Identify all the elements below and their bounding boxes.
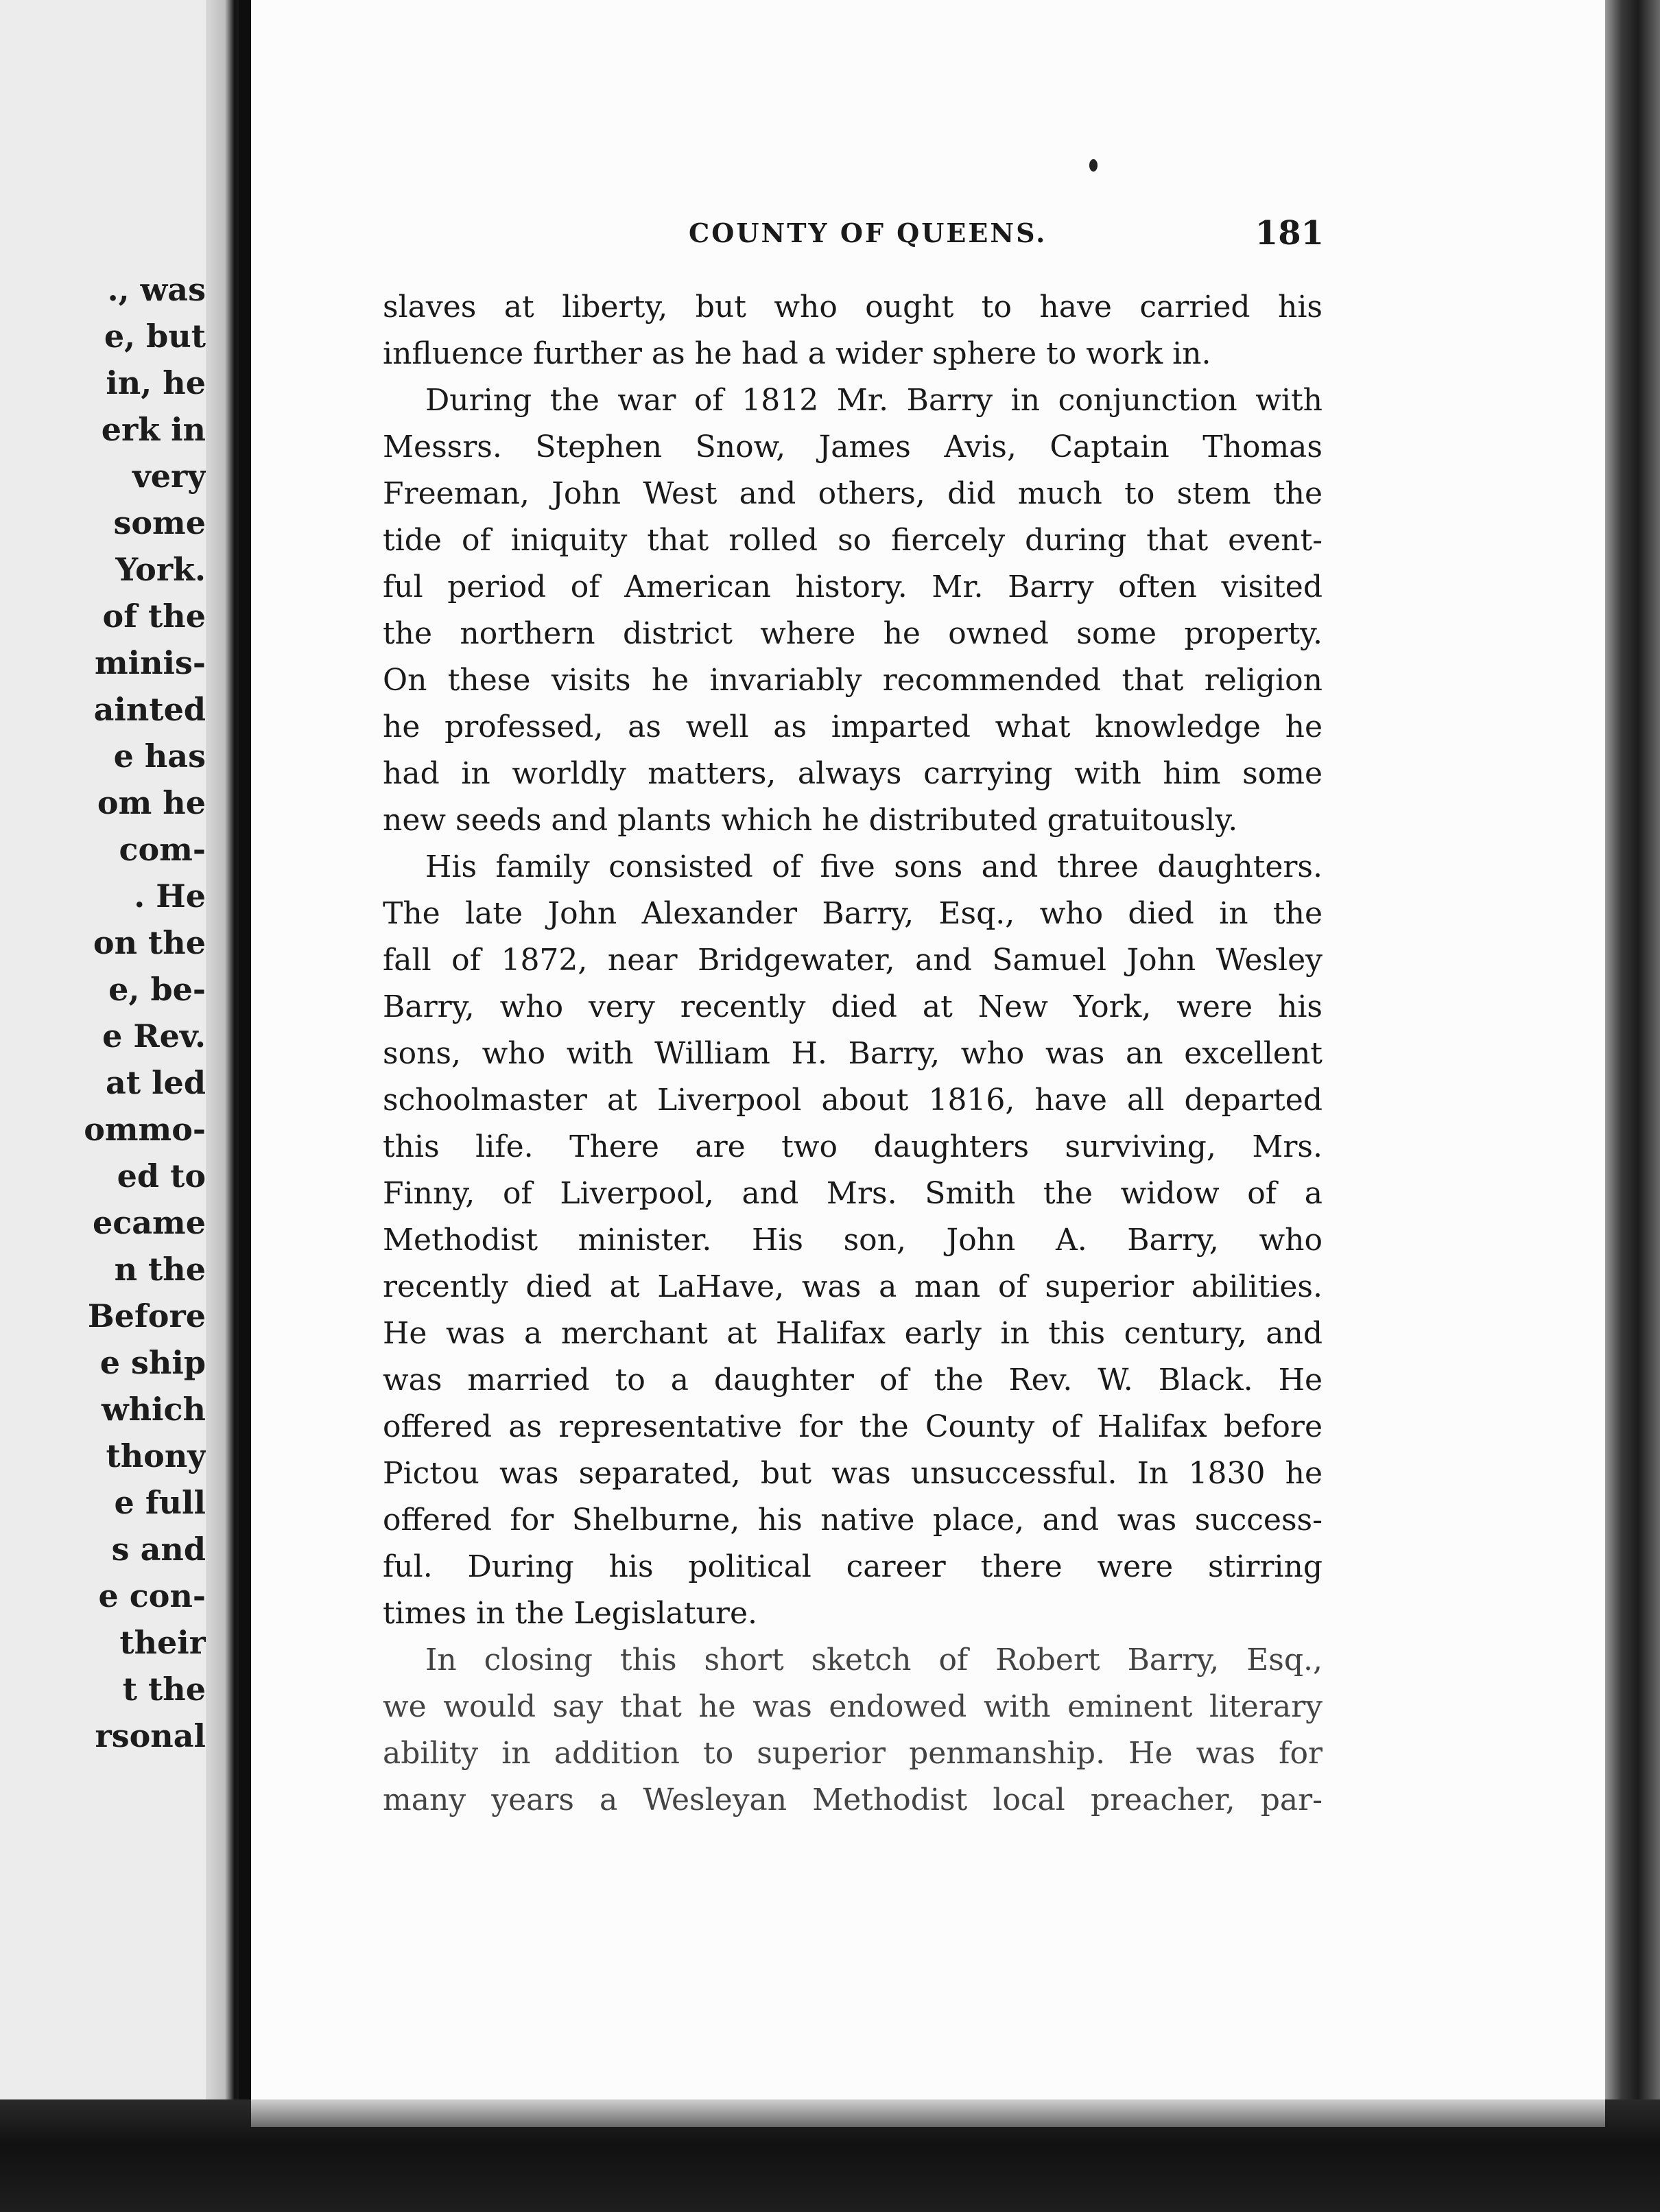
text-line: influence further as he had a wider sphere to work in. — [383, 336, 1211, 371]
text-line: the northern district where he owned some property. — [383, 616, 1323, 651]
page-edge — [1605, 0, 1660, 2212]
left-fragment: in, he — [106, 364, 206, 401]
left-fragment: s and — [111, 1531, 206, 1568]
text-line: During the war of 1812 Mr. Barry in conjunction with — [425, 383, 1323, 418]
left-fragment: of the — [102, 598, 206, 635]
left-fragment: com- — [119, 831, 206, 868]
left-fragment: erk in — [101, 411, 206, 448]
left-fragment: e, be- — [108, 971, 206, 1008]
text-line: had in worldly matters, always carrying with him some — [383, 756, 1323, 791]
left-fragment: e ship — [99, 1344, 206, 1381]
ink-smudge — [1089, 159, 1098, 172]
text-line: Pictou was separated, but was unsuccessful. In 1830 he — [383, 1456, 1323, 1491]
left-fragment: ., was — [107, 271, 206, 308]
text-line: He was a merchant at Halifax early in this century, and — [383, 1316, 1323, 1351]
text-line: tide of iniquity that rolled so fiercely during that event- — [383, 523, 1323, 558]
left-fragment: om he — [97, 784, 206, 821]
text-line: On these visits he invariably recommended that religion — [383, 663, 1323, 698]
left-fragment: at led — [106, 1064, 206, 1101]
left-fragment: thony — [106, 1437, 206, 1474]
left-fragment: e con- — [98, 1577, 206, 1614]
text-line: ability in addition to superior penmanship. He was for — [383, 1736, 1323, 1771]
left-fragment: . He — [134, 878, 206, 915]
left-fragment: very — [132, 458, 206, 495]
text-line: ful period of American history. Mr. Barry often visited — [383, 569, 1323, 604]
left-fragment: ed to — [117, 1157, 206, 1195]
text-line: schoolmaster at Liverpool about 1816, have all departed — [383, 1083, 1323, 1118]
text-line: times in the Legislature. — [383, 1596, 757, 1631]
text-line: was married to a daughter of the Rev. W. Black. He — [383, 1363, 1323, 1398]
page-number: 181 — [1255, 214, 1324, 252]
text-line: recently died at LaHave, was a man of superior abilities. — [383, 1269, 1323, 1304]
left-fragment: York. — [115, 551, 206, 588]
left-fragment: ecame — [92, 1204, 206, 1241]
text-line: ful. During his political career there were stirring — [383, 1549, 1323, 1584]
left-fragment: some — [113, 504, 206, 541]
left-fragment: minis- — [94, 644, 206, 681]
running-head — [384, 213, 1324, 254]
left-fragment: e, but — [104, 318, 206, 355]
body-text — [383, 284, 1323, 1824]
text-line: this life. There are two daughters surviving, Mrs. — [383, 1129, 1323, 1164]
left-fragment: on the — [93, 924, 206, 961]
left-fragment: t the — [122, 1671, 206, 1708]
left-page — [0, 0, 233, 2212]
text-line: Barry, who very recently died at New York, were his — [383, 989, 1323, 1024]
text-line: Messrs. Stephen Snow, James Avis, Captain Thomas — [383, 430, 1323, 464]
gutter-shadow — [239, 0, 251, 2212]
left-fragment: their — [119, 1624, 206, 1661]
left-fragment: rsonal — [95, 1717, 206, 1754]
left-fragment: e Rev. — [102, 1017, 206, 1055]
left-fragment: e full — [114, 1484, 206, 1521]
text-line: In closing this short sketch of Robert Barry, Esq., — [425, 1643, 1323, 1678]
text-line: sons, who with William H. Barry, who was an excellent — [383, 1036, 1323, 1071]
left-fragment: which — [102, 1391, 206, 1428]
left-fragment: e has — [113, 738, 206, 775]
left-fragment: ainted — [93, 691, 206, 728]
text-line: The late John Alexander Barry, Esq., who died in the — [383, 896, 1323, 931]
running-title: COUNTY OF QUEENS. — [689, 217, 1047, 248]
text-line: new seeds and plants which he distributed gratuitously. — [383, 803, 1238, 838]
left-fragment: ommo- — [84, 1111, 206, 1148]
text-line: Finny, of Liverpool, and Mrs. Smith the widow of a — [383, 1176, 1323, 1211]
text-line: we would say that he was endowed with eminent literary — [383, 1689, 1323, 1724]
text-line: slaves at liberty, but who ought to have carried his — [383, 290, 1323, 325]
text-line: Methodist minister. His son, John A. Barry, who — [383, 1223, 1323, 1258]
text-line: Freeman, John West and others, did much to stem the — [383, 476, 1323, 511]
text-line: offered as representative for the County of Halifax before — [383, 1409, 1323, 1444]
left-fragment: Before — [87, 1297, 206, 1334]
text-line: His family consisted of five sons and three daughters. — [425, 849, 1323, 884]
left-fragment: n the — [114, 1251, 206, 1288]
text-line: fall of 1872, near Bridgewater, and Samuel John Wesley — [383, 943, 1323, 978]
text-line: offered for Shelburne, his native place, and was success- — [383, 1503, 1323, 1538]
page-bottom-shadow — [251, 2099, 1605, 2127]
text-line: he professed, as well as imparted what knowledge he — [383, 709, 1323, 744]
left-page-fragments — [0, 266, 206, 1759]
text-line: many years a Wesleyan Methodist local preacher, par- — [383, 1782, 1323, 1817]
